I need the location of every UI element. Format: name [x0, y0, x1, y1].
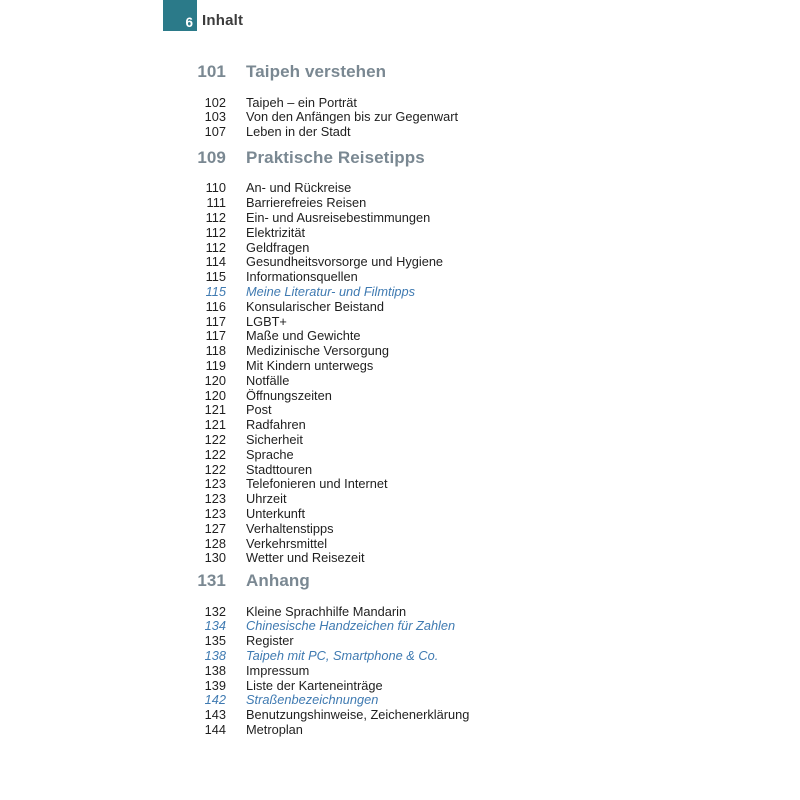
entry-page-number: 120 [204, 387, 226, 403]
entry-page-number: 132 [204, 603, 226, 619]
toc-entry [163, 463, 633, 478]
entry-title: Wetter und Reisezeit [246, 550, 365, 566]
entry-page-number: 103 [204, 109, 226, 125]
toc-section [163, 148, 633, 566]
toc-entry [163, 605, 633, 620]
toc-entry-highlight [163, 649, 633, 664]
entry-title: Impressum [246, 662, 310, 678]
toc-entry [163, 723, 633, 738]
entry-title: Benutzungshinweise, Zeichenerklärung [246, 707, 470, 723]
toc-entry [163, 551, 633, 566]
entry-title: Notfälle [246, 372, 290, 388]
entry-page-number: 111 [206, 195, 226, 211]
section-page-number: 101 [197, 62, 226, 81]
entry-title: Uhrzeit [246, 491, 287, 507]
toc-entry [163, 634, 633, 649]
toc-entry-highlight [163, 285, 633, 300]
entry-title: Gesundheitsvorsorge und Hygiene [246, 254, 444, 270]
entry-page-number: 115 [205, 269, 226, 285]
entry-title: Radfahren [246, 417, 306, 433]
entry-title: Post [246, 402, 272, 418]
toc-entry [163, 241, 633, 256]
entry-title: Informationsquellen [246, 269, 358, 285]
toc-entry [163, 448, 633, 463]
toc-entry [163, 255, 633, 270]
entry-page-number: 112 [205, 209, 226, 225]
toc-entry [163, 196, 633, 211]
entry-page-number: 115 [205, 283, 226, 299]
entry-page-number: 120 [204, 372, 226, 388]
entry-page-number: 139 [204, 677, 226, 693]
entry-title: Sprache [246, 446, 294, 462]
entry-title: Verhaltenstipps [246, 520, 334, 536]
entry-title: Maße und Gewichte [246, 328, 361, 344]
entry-page-number: 114 [205, 254, 226, 270]
toc-entry [163, 374, 633, 389]
entry-page-number: 130 [204, 550, 226, 566]
toc-entry [163, 344, 633, 359]
toc-entry [163, 181, 633, 196]
entry-page-number: 122 [204, 431, 226, 447]
toc-entry [163, 664, 633, 679]
entry-page-number: 118 [205, 343, 226, 359]
entry-title: Taipeh – ein Porträt [246, 94, 357, 110]
entry-page-number: 127 [204, 520, 226, 536]
section-page-number: 131 [197, 571, 226, 591]
page-title: Inhalt [202, 12, 244, 29]
entry-title: Sicherheit [246, 431, 303, 447]
toc-entry [163, 96, 633, 111]
entry-title: Geldfragen [246, 239, 310, 255]
entry-title: Chinesische Handzeichen für Zahlen [246, 618, 456, 634]
entry-title: An- und Rückreise [246, 180, 352, 196]
entry-title: Taipeh mit PC, Smartphone & Co. [246, 648, 439, 663]
entry-title: Barrierefreies Reisen [246, 195, 367, 211]
toc-entry [163, 270, 633, 285]
toc-entry [163, 359, 633, 374]
toc-entry [163, 708, 633, 723]
entry-title: Ein- und Ausreisebestimmungen [246, 209, 431, 225]
table-of-contents [163, 62, 633, 738]
entry-title: LGBT+ [246, 313, 287, 329]
toc-section [163, 571, 633, 738]
entry-page-number: 107 [204, 124, 226, 140]
section-heading-row [163, 62, 633, 82]
toc-entry [163, 679, 633, 694]
entry-page-number: 117 [205, 313, 226, 329]
toc-section [163, 62, 633, 140]
entry-title: Liste der Karteneinträge [246, 677, 383, 693]
entry-page-number: 138 [204, 662, 226, 678]
toc-entry [163, 211, 633, 226]
entry-page-number: 110 [205, 180, 226, 196]
entry-title: Konsularischer Beistand [246, 298, 384, 314]
section-title: Taipeh verstehen [246, 62, 387, 81]
entry-page-number: 117 [205, 328, 226, 344]
toc-entry [163, 403, 633, 418]
entry-page-number: 119 [205, 357, 226, 373]
entry-title: Telefonieren und Internet [246, 476, 388, 492]
entry-title: Öffnungszeiten [246, 387, 332, 403]
entry-title: Mit Kindern unterwegs [246, 357, 374, 373]
section-heading-row [163, 148, 633, 168]
entry-title: Kleine Sprachhilfe Mandarin [246, 603, 407, 619]
toc-entry-highlight [163, 619, 633, 634]
section-page-number: 109 [197, 147, 226, 167]
entry-title: Von den Anfängen bis zur Gegenwart [246, 109, 459, 125]
entry-title: Meine Literatur- und Filmtipps [246, 283, 416, 299]
entry-page-number: 123 [204, 505, 226, 521]
entry-page-number: 123 [204, 491, 226, 507]
toc-entry [163, 226, 633, 241]
entry-page-number: 112 [205, 239, 226, 255]
entry-page-number: 123 [204, 476, 226, 492]
entry-title: Leben in der Stadt [246, 124, 351, 140]
entry-page-number: 128 [204, 535, 226, 551]
entry-title: Verkehrsmittel [246, 535, 328, 551]
toc-entry [163, 522, 633, 537]
page-number-box [163, 0, 197, 31]
toc-entry [163, 507, 633, 522]
entry-title: Medizinische Versorgung [246, 343, 389, 359]
toc-entry [163, 492, 633, 507]
entry-title: Straßenbezeichnungen [246, 692, 379, 708]
entry-page-number: 116 [205, 298, 226, 314]
toc-entry [163, 125, 633, 140]
section-title: Praktische Reisetipps [246, 147, 425, 167]
toc-entry [163, 418, 633, 433]
entry-page-number: 138 [204, 648, 226, 663]
entry-page-number: 143 [204, 707, 226, 723]
entry-title: Unterkunft [246, 505, 306, 521]
entry-page-number: 135 [204, 633, 226, 649]
entry-page-number: 122 [204, 461, 226, 477]
page-number: 6 [185, 15, 193, 30]
entry-page-number: 134 [204, 618, 226, 634]
toc-entry [163, 329, 633, 344]
toc-entry [163, 537, 633, 552]
toc-entry [163, 389, 633, 404]
entry-page-number: 144 [204, 721, 226, 737]
toc-entry [163, 110, 633, 125]
toc-entry [163, 433, 633, 448]
section-title: Anhang [246, 571, 310, 591]
entry-title: Stadttouren [246, 461, 313, 477]
toc-entry [163, 477, 633, 492]
toc-entry [163, 315, 633, 330]
section-heading-row [163, 571, 633, 591]
entry-page-number: 112 [205, 224, 226, 240]
entry-title: Elektrizität [246, 224, 306, 240]
entry-page-number: 142 [204, 692, 226, 708]
entry-title: Register [246, 633, 294, 649]
toc-entry-highlight [163, 693, 633, 708]
toc-entry [163, 300, 633, 315]
entry-title: Metroplan [246, 721, 303, 737]
entry-page-number: 121 [204, 402, 226, 418]
entry-page-number: 122 [204, 446, 226, 462]
entry-page-number: 121 [204, 417, 226, 433]
entry-page-number: 102 [204, 94, 226, 110]
